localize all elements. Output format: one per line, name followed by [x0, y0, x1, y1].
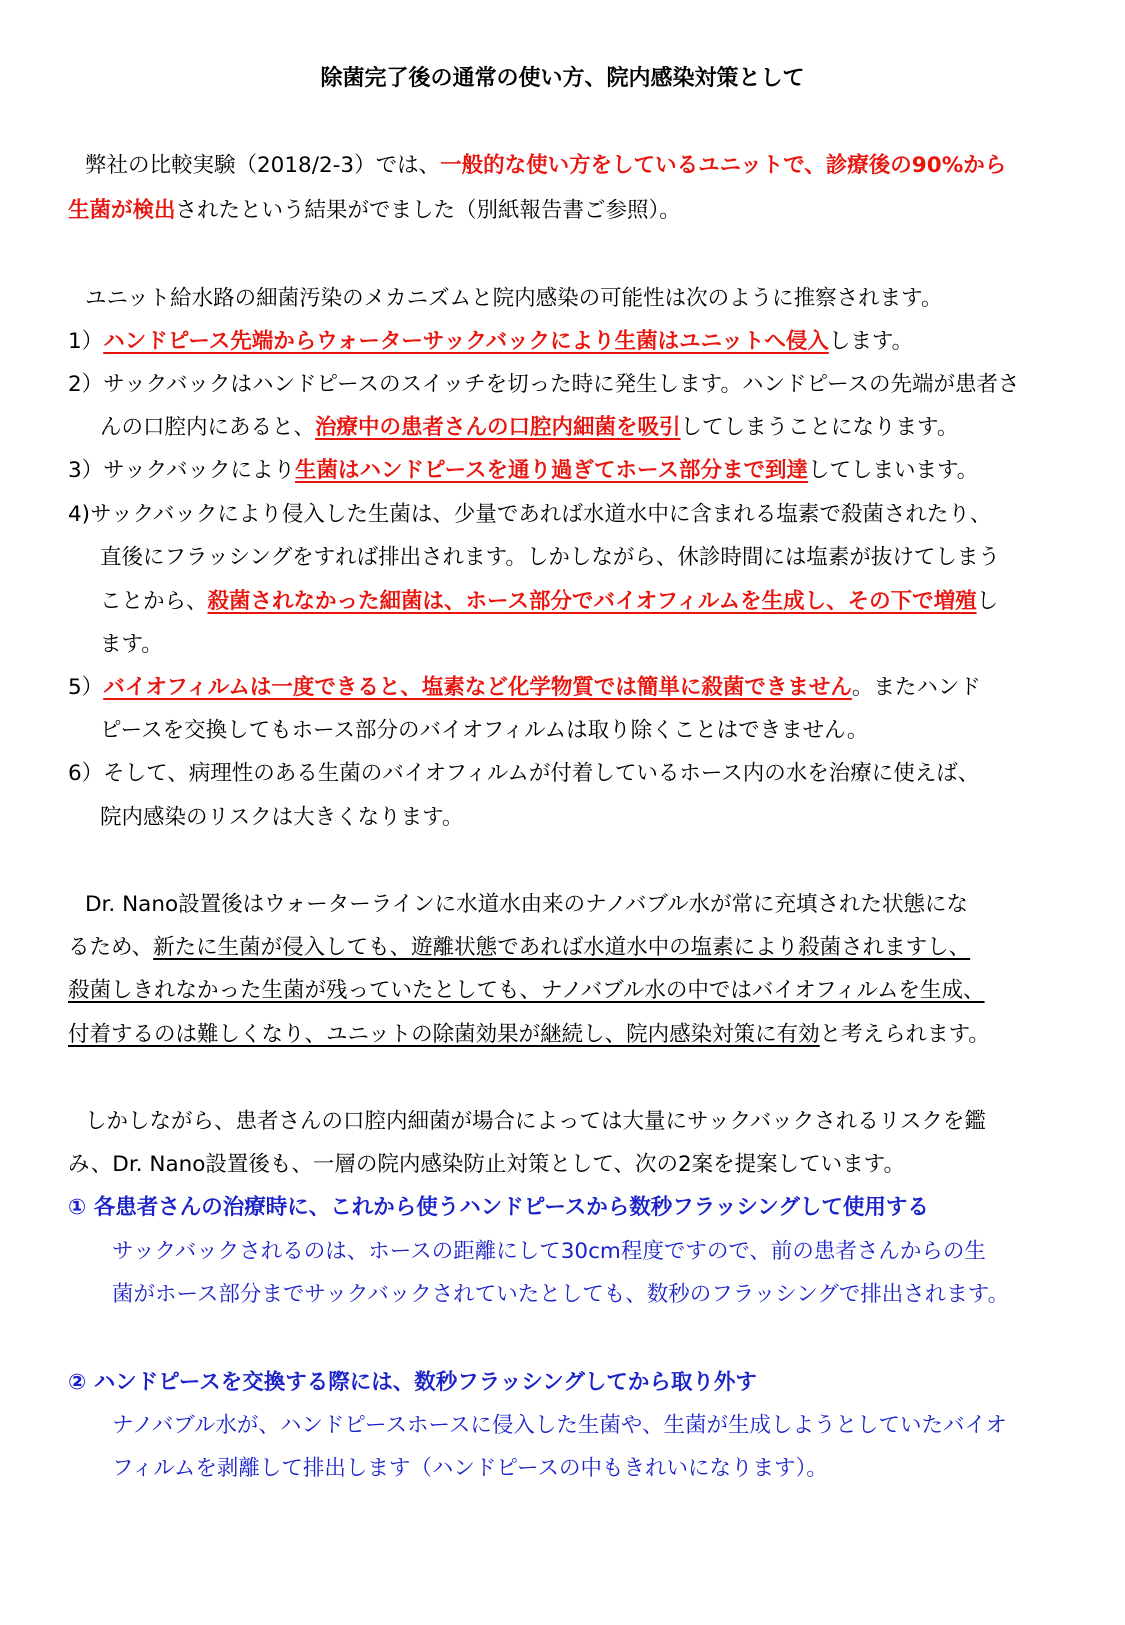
- proposal-line-2: み、Dr. Nano設置後も、一層の院内感染防止対策として、次の2案を提案しています。: [68, 1152, 905, 1177]
- intro-line-1: [0, 149, 1125, 183]
- drnano-text: と考えられます。: [819, 1022, 990, 1047]
- mechanism-item-3: [0, 454, 1125, 488]
- mechanism-item-2-line-1: 2）サックバックはハンドピースのスイッチを切った時に発生します。ハンドピースの先端が患者さ: [68, 372, 1020, 397]
- item-text: んの口腔内にあると、: [100, 415, 316, 440]
- item-text: してしまうことになります。: [680, 415, 959, 440]
- mechanism-item-5-line-1: [0, 671, 1125, 705]
- document-title: 除菌完了後の通常の使い方、院内感染対策として: [320, 66, 805, 91]
- intro-highlight-2: 生菌が検出: [68, 198, 176, 223]
- mechanism-item-4-line-1: 4)サックバックにより侵入した生菌は、少量であれば水道水中に含まれる塩素で殺菌されたり、: [68, 502, 992, 527]
- intro-line-2: [0, 194, 1125, 228]
- drnano-underlined: 殺菌しきれなかった生菌が残っていたとしても、ナノバブル水の中ではバイオフィルムを生成、: [68, 978, 985, 1003]
- mechanism-item-4-line-4: ます。: [100, 632, 163, 657]
- item-highlight: ハンドピース先端からウォーターサックバックにより生菌はユニットへ侵入: [103, 329, 829, 354]
- drnano-line-3: [0, 974, 1125, 1008]
- drnano-line-2: [0, 931, 1125, 965]
- mechanism-item-4-line-2: 直後にフラッシングをすれば排出されます。しかしながら、休診時間には塩素が抜けてしまう: [100, 545, 1000, 570]
- mechanism-item-6-line-1: 6）そして、病理性のある生菌のバイオフィルムが付着しているホース内の水を治療に使えば、: [68, 761, 980, 786]
- item-text: してしまいます。: [807, 458, 979, 483]
- item-highlight: 治療中の患者さんの口腔内細菌を吸引: [315, 415, 681, 440]
- mechanism-item-2-line-2: [0, 411, 1125, 445]
- proposal-1-text-1: サックバックされるのは、ホースの距離にして30cm程度ですので、前の患者さんからの生: [112, 1239, 986, 1264]
- drnano-underlined: 付着するのは難しくなり、ユニットの除菌効果が継続し、院内感染対策に有効: [68, 1022, 820, 1047]
- proposal-2-heading: ② ハンドピースを交換する際には、数秒フラッシングしてから取り外す: [68, 1370, 757, 1395]
- intro-highlight: 一般的な使い方をしているユニットで、診療後の90%から: [440, 153, 1007, 178]
- drnano-text: るため、: [68, 935, 154, 960]
- mechanism-intro: ユニット給水路の細菌汚染のメカニズムと院内感染の可能性は次のように推察されます。: [85, 286, 943, 311]
- mechanism-item-5-line-2: ピースを交換してもホース部分のバイオフィルムは取り除くことはできません。: [100, 718, 869, 743]
- item-highlight: 殺菌されなかった細菌は、ホース部分でバイオフィルムを生成し、その下で増殖: [207, 589, 977, 614]
- item-text: 。またハンド: [851, 675, 981, 700]
- proposal-2-text-2: フィルムを剥離して排出します（ハンドピースの中もきれいになります）。: [112, 1456, 828, 1481]
- proposal-1-text-2: 菌がホース部分までサックバックされていたとしても、数秒のフラッシングで排出されます。: [112, 1282, 1010, 1307]
- intro-text-2: されたという結果がでました（別紙報告書ご参照）。: [175, 198, 681, 223]
- intro-text: 弊社の比較実験（2018/2-3）では、: [85, 153, 441, 178]
- item-number: 1）: [68, 329, 104, 354]
- item-text: ことから、: [100, 589, 208, 614]
- proposal-1-heading: ① 各患者さんの治療時に、これから使うハンドピースから数秒フラッシングして使用する: [68, 1195, 929, 1220]
- mechanism-item-1: [0, 325, 1125, 359]
- item-text: します。: [828, 329, 914, 354]
- proposal-2-text-1: ナノバブル水が、ハンドピースホースに侵入した生菌や、生菌が生成しようとしていたバイオ: [112, 1413, 1007, 1438]
- drnano-underlined: 新たに生菌が侵入しても、遊離状態であれば水道水中の塩素により殺菌されますし、: [153, 935, 971, 960]
- item-number: 5）: [68, 675, 104, 700]
- mechanism-item-6-line-2: 院内感染のリスクは大きくなります。: [100, 805, 464, 830]
- item-text: し: [976, 589, 999, 614]
- item-text: 3）サックバックにより: [68, 458, 295, 483]
- drnano-line-4: [0, 1018, 1125, 1052]
- item-highlight: 生菌はハンドピースを通り過ぎてホース部分まで到達: [294, 458, 808, 483]
- item-highlight: バイオフィルムは一度できると、塩素など化学物質では簡単に殺菌できません: [103, 675, 852, 700]
- drnano-line-1: Dr. Nano設置後はウォーターラインに水道水由来のナノバブル水が常に充填された状態にな: [85, 892, 969, 917]
- proposal-line-1: しかしながら、患者さんの口腔内細菌が場合によっては大量にサックバックされるリスクを鑑: [85, 1109, 986, 1134]
- mechanism-item-4-line-3: [0, 585, 1125, 619]
